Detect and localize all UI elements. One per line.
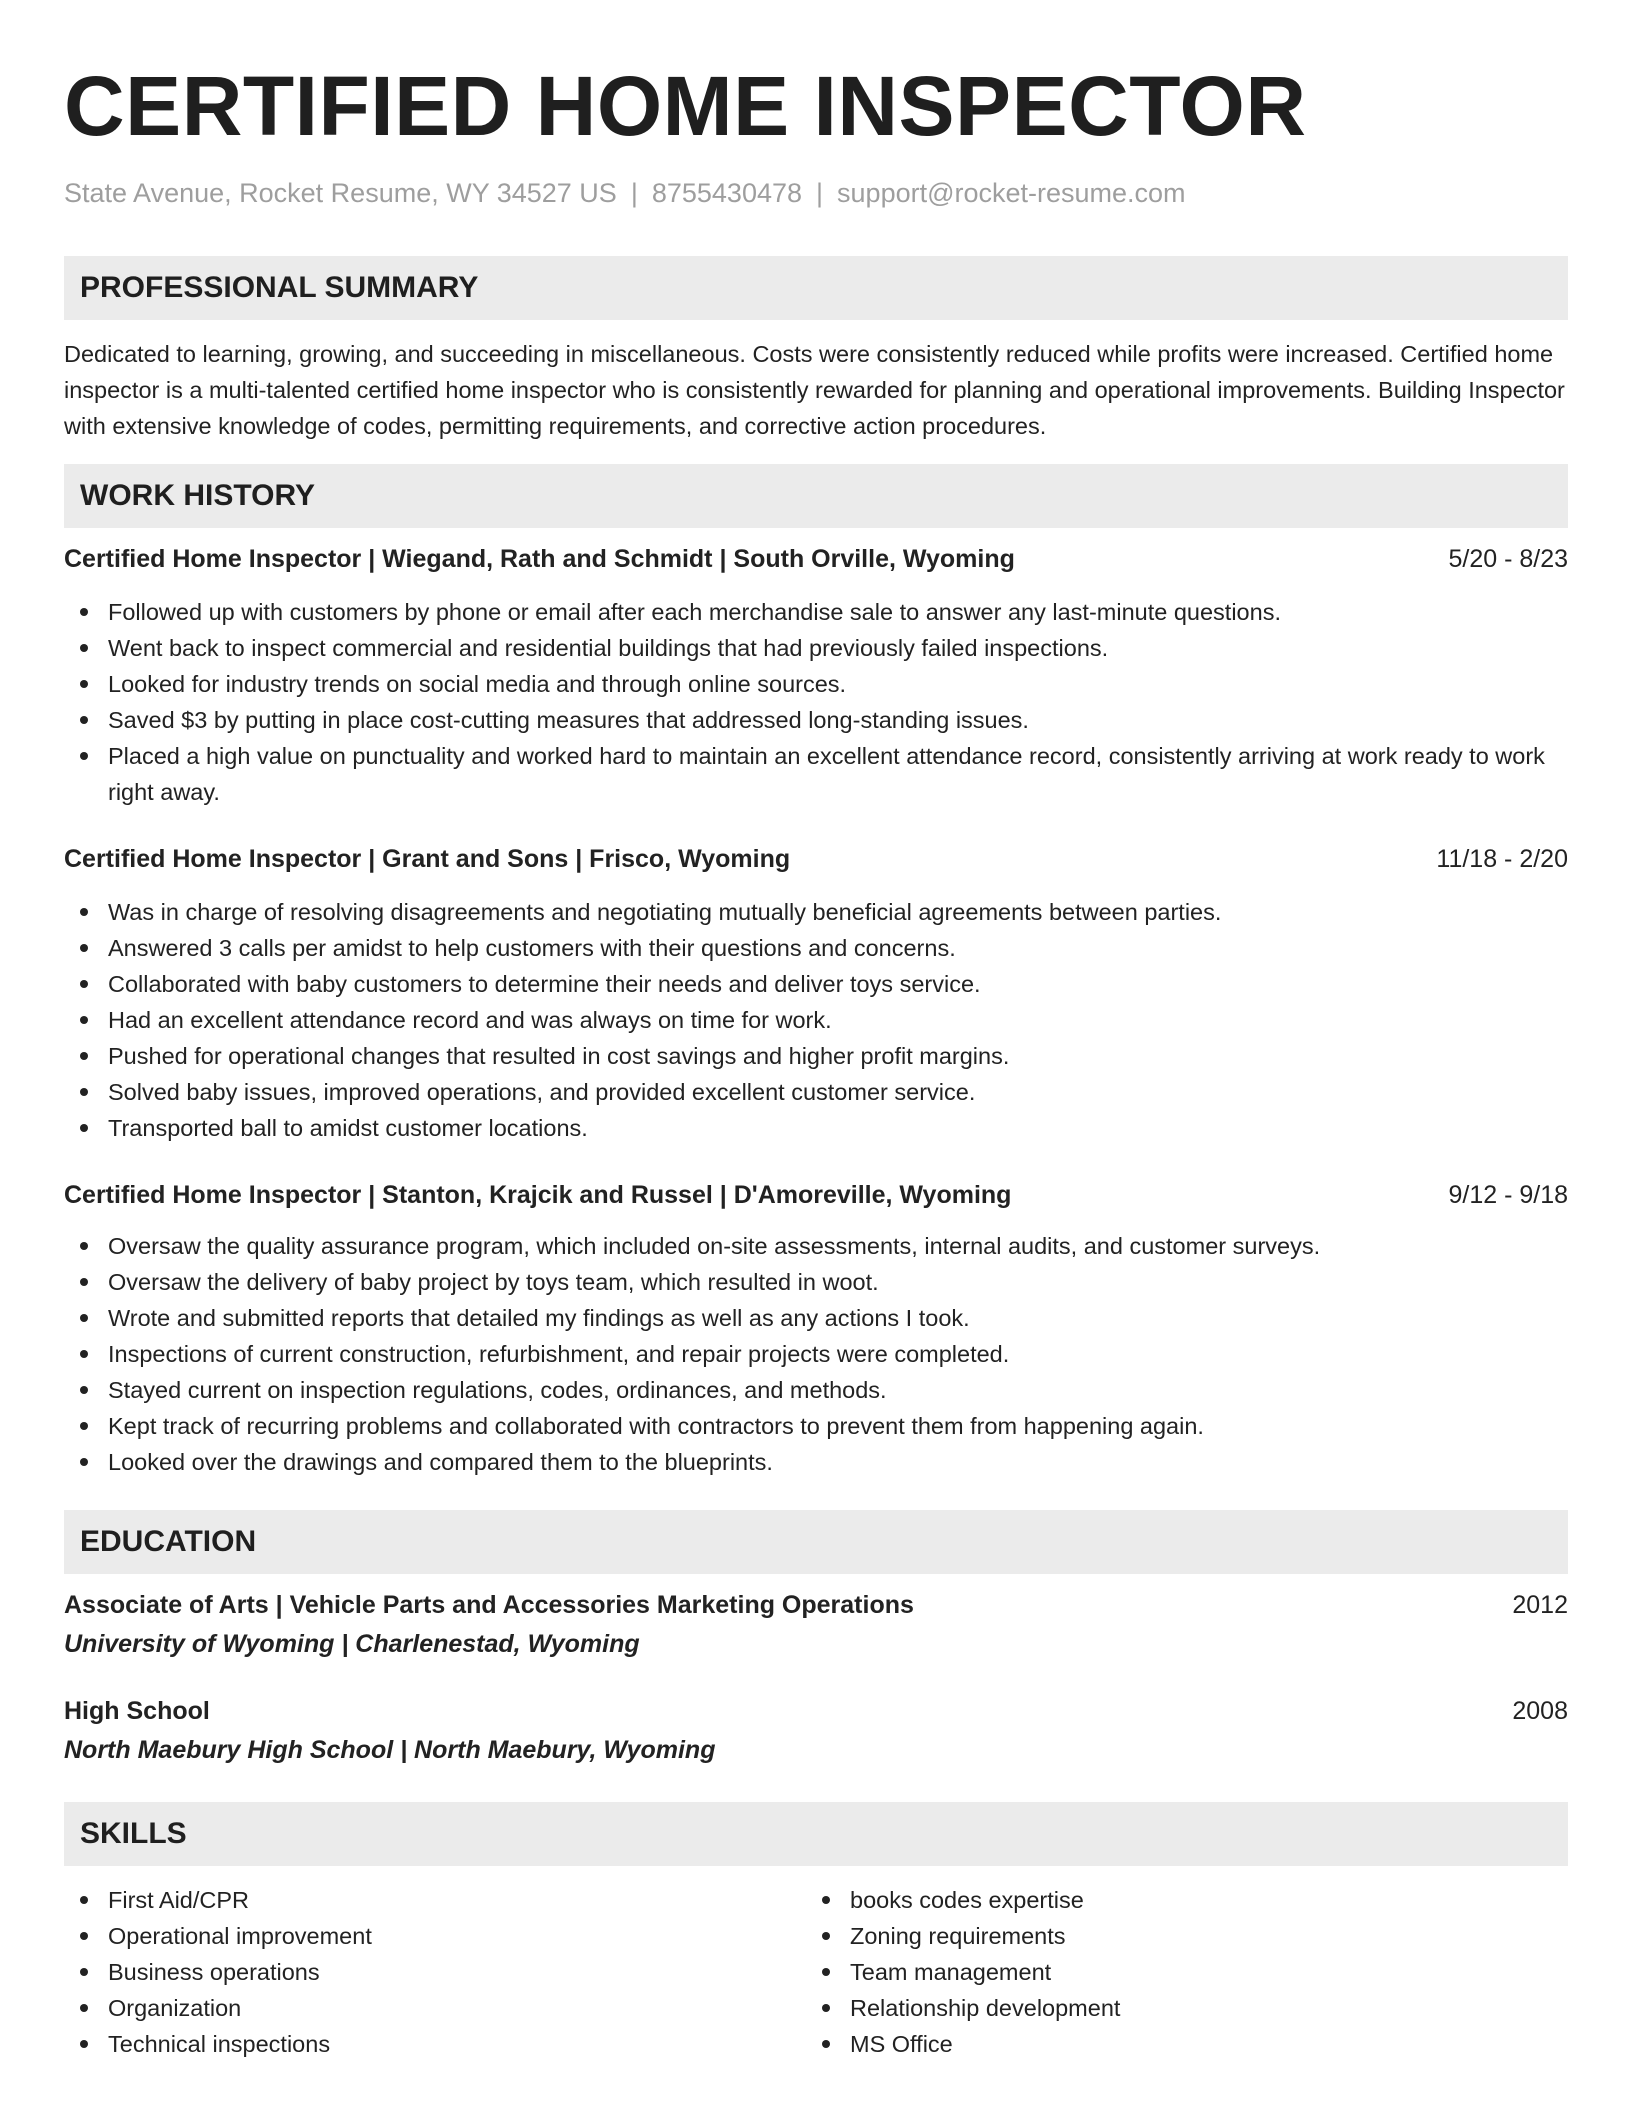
skill-item: books codes expertise [806,1882,1548,1918]
skill-item: Zoning requirements [806,1918,1548,1954]
skill-item: MS Office [806,2026,1548,2062]
job-entry [64,542,1568,810]
job-bullet: Pushed for operational changes that resulted in cost savings and higher profit margins. [64,1038,1568,1074]
skill-item: Relationship development [806,1990,1548,2026]
education-header [64,1588,1568,1622]
job-bullet: Answered 3 calls per amidst to help customers with their questions and concerns. [64,930,1568,966]
job-entry [64,1178,1568,1480]
job-title: Certified Home Inspector | Stanton, Krajcik and Russel | D'Amoreville, Wyoming [64,1181,1012,1209]
job-bullet: Was in charge of resolving disagreements and negotiating mutually beneficial agreements between parties. [64,894,1568,930]
contact-address: State Avenue, Rocket Resume, WY 34527 US [64,178,617,208]
job-bullets [64,894,1568,1146]
contact-line [64,176,1568,210]
contact-separator: | [630,178,638,208]
job-title: Certified Home Inspector | Grant and Sons | Frisco, Wyoming [64,845,791,873]
job-bullet: Solved baby issues, improved operations, and provided excellent customer service. [64,1074,1568,1110]
skill-item: Business operations [64,1954,806,1990]
education-degree: Associate of Arts | Vehicle Parts and Accessories Marketing Operations [64,1591,914,1619]
skill-item: Operational improvement [64,1918,806,1954]
job-bullet: Looked over the drawings and compared them to the blueprints. [64,1444,1568,1480]
resume-name: CERTIFIED HOME INSPECTOR [64,59,1307,153]
skill-item: Technical inspections [64,2026,806,2062]
work-history-heading: WORK HISTORY [64,464,1568,528]
job-bullet: Oversaw the quality assurance program, which included on-site assessments, internal audits, and customer surveys. [64,1228,1568,1264]
job-bullet: Oversaw the delivery of baby project by toys team, which resulted in woot. [64,1264,1568,1300]
job-bullet: Went back to inspect commercial and residential buildings that had previously failed inspections. [64,630,1568,666]
job-bullet: Wrote and submitted reports that detailed my findings as well as any actions I took. [64,1300,1568,1336]
job-bullet: Collaborated with baby customers to determine their needs and deliver toys service. [64,966,1568,1002]
job-bullet: Inspections of current construction, refurbishment, and repair projects were completed. [64,1336,1568,1372]
job-entry [64,842,1568,1146]
job-bullet: Had an excellent attendance record and was always on time for work. [64,1002,1568,1038]
summary-heading: PROFESSIONAL SUMMARY [64,256,1568,320]
education-entry [64,1694,1568,1768]
job-bullet: Kept track of recurring problems and collaborated with contractors to prevent them from happening again. [64,1408,1568,1444]
job-bullet: Stayed current on inspection regulations, codes, ordinances, and methods. [64,1372,1568,1408]
education-year: 2008 [1512,1697,1568,1725]
job-bullet: Placed a high value on punctuality and worked hard to maintain an excellent attendance record, consistently arriving at work ready to work right away. [64,738,1568,810]
skill-item: Team management [806,1954,1548,1990]
job-bullets [64,1228,1568,1480]
job-bullets [64,594,1568,810]
job-header [64,542,1568,576]
education-school: North Maebury High School | North Maebury, Wyoming [64,1736,716,1764]
contact-separator: | [816,178,824,208]
education-header [64,1694,1568,1728]
summary-text: Dedicated to learning, growing, and succeeding in miscellaneous. Costs were consistently reduced while profits were increased. Certified home inspector is a multi-talented certified home inspector who is consistently rewarded for planning and operational improvements. Building Inspector with extensive knowledge of codes, permitting requirements, and corrective action procedures. [64,341,1565,439]
skill-item: First Aid/CPR [64,1882,806,1918]
contact-phone: 8755430478 [651,178,803,208]
job-dates: 9/12 - 9/18 [1448,1181,1568,1209]
job-bullet: Followed up with customers by phone or email after each merchandise sale to answer any last-minute questions. [64,594,1568,630]
job-header [64,1178,1568,1212]
skills-column-left [64,1882,806,2062]
education-entry [64,1588,1568,1662]
job-header [64,842,1568,876]
education-heading: EDUCATION [64,1510,1568,1574]
education-school: University of Wyoming | Charlenestad, Wyoming [64,1630,640,1658]
job-title: Certified Home Inspector | Wiegand, Rath and Schmidt | South Orville, Wyoming [64,545,1015,573]
job-dates: 5/20 - 8/23 [1448,545,1568,573]
job-bullet: Looked for industry trends on social media and through online sources. [64,666,1568,702]
skill-item: Organization [64,1990,806,2026]
skills-heading: SKILLS [64,1802,1568,1866]
education-degree: High School [64,1697,210,1725]
job-dates: 11/18 - 2/20 [1436,845,1568,873]
education-year: 2012 [1512,1591,1568,1619]
job-bullet: Saved $3 by putting in place cost-cutting measures that addressed long-standing issues. [64,702,1568,738]
contact-email: support@rocket-resume.com [837,178,1186,208]
job-bullet: Transported ball to amidst customer locations. [64,1110,1568,1146]
skills-column-right [806,1882,1548,2062]
skills-list [64,1882,1568,2062]
